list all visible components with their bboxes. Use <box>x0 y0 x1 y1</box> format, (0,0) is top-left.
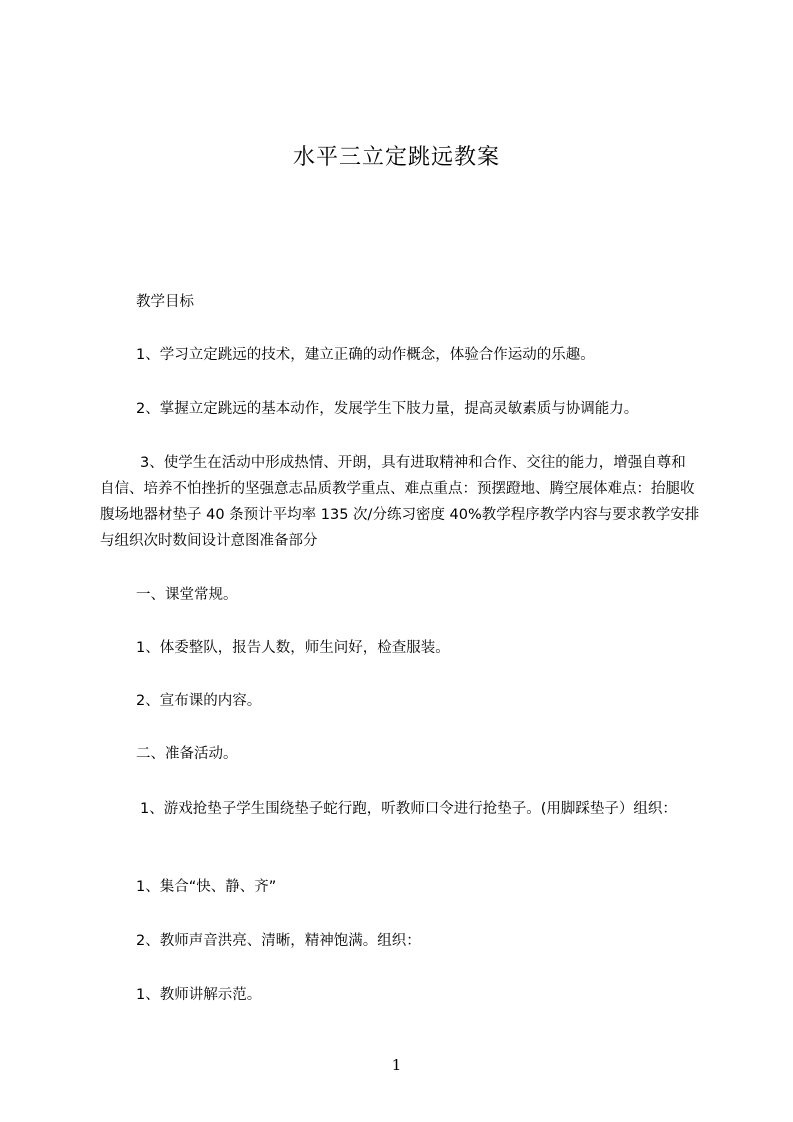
paragraph-teacher-voice: 2、教师声音洪亮、清晰，精神饱满。组织： <box>136 933 421 949</box>
section-heading-teaching-goals: 教学目标 <box>136 294 194 310</box>
paragraph-teacher-demo: 1、教师讲解示范。 <box>136 987 262 1003</box>
paragraph-goal-3: 3、使学生在活动中形成热情、开朗，具有进取精神和合作、交往的能力，增强自尊和自信、培养不怕挫折的坚强意志品质教学重点、难点重点：预摆蹬地、腾空展体难点：抬腿收腹场地器材垫子 40 条预计平均率 135 次/分练习密度 40%教学程序教学内容与要求教学安排与组织次时数间设计意图准备部分 <box>100 455 700 549</box>
paragraph-goal-2: 2、掌握立定跳远的基本动作，发展学生下肢力量，提高灵敏素质与协调能力。 <box>136 401 639 417</box>
paragraph-goal-1: 1、学习立定跳远的技术，建立正确的动作概念，体验合作运动的乐趣。 <box>136 347 595 363</box>
paragraph-routine-2: 2、宣布课的内容。 <box>136 693 262 709</box>
paragraph-assembly: 1、集合“快、静、齐” <box>136 879 277 895</box>
document-title: 水平三立定跳远教案 <box>292 145 500 170</box>
section-heading-warmup: 二、准备活动。 <box>136 746 238 762</box>
paragraph-routine-1: 1、体委整队，报告人数，师生问好，检查服装。 <box>136 640 450 656</box>
paragraph-warmup-game: 1、游戏抢垫子学生围绕垫子蛇行跑，听教师口令进行抢垫子。(用脚踩垫子）组织： <box>140 801 677 817</box>
section-heading-class-routine: 一、课堂常规。 <box>136 587 238 603</box>
page-number: 1 <box>391 1056 402 1074</box>
